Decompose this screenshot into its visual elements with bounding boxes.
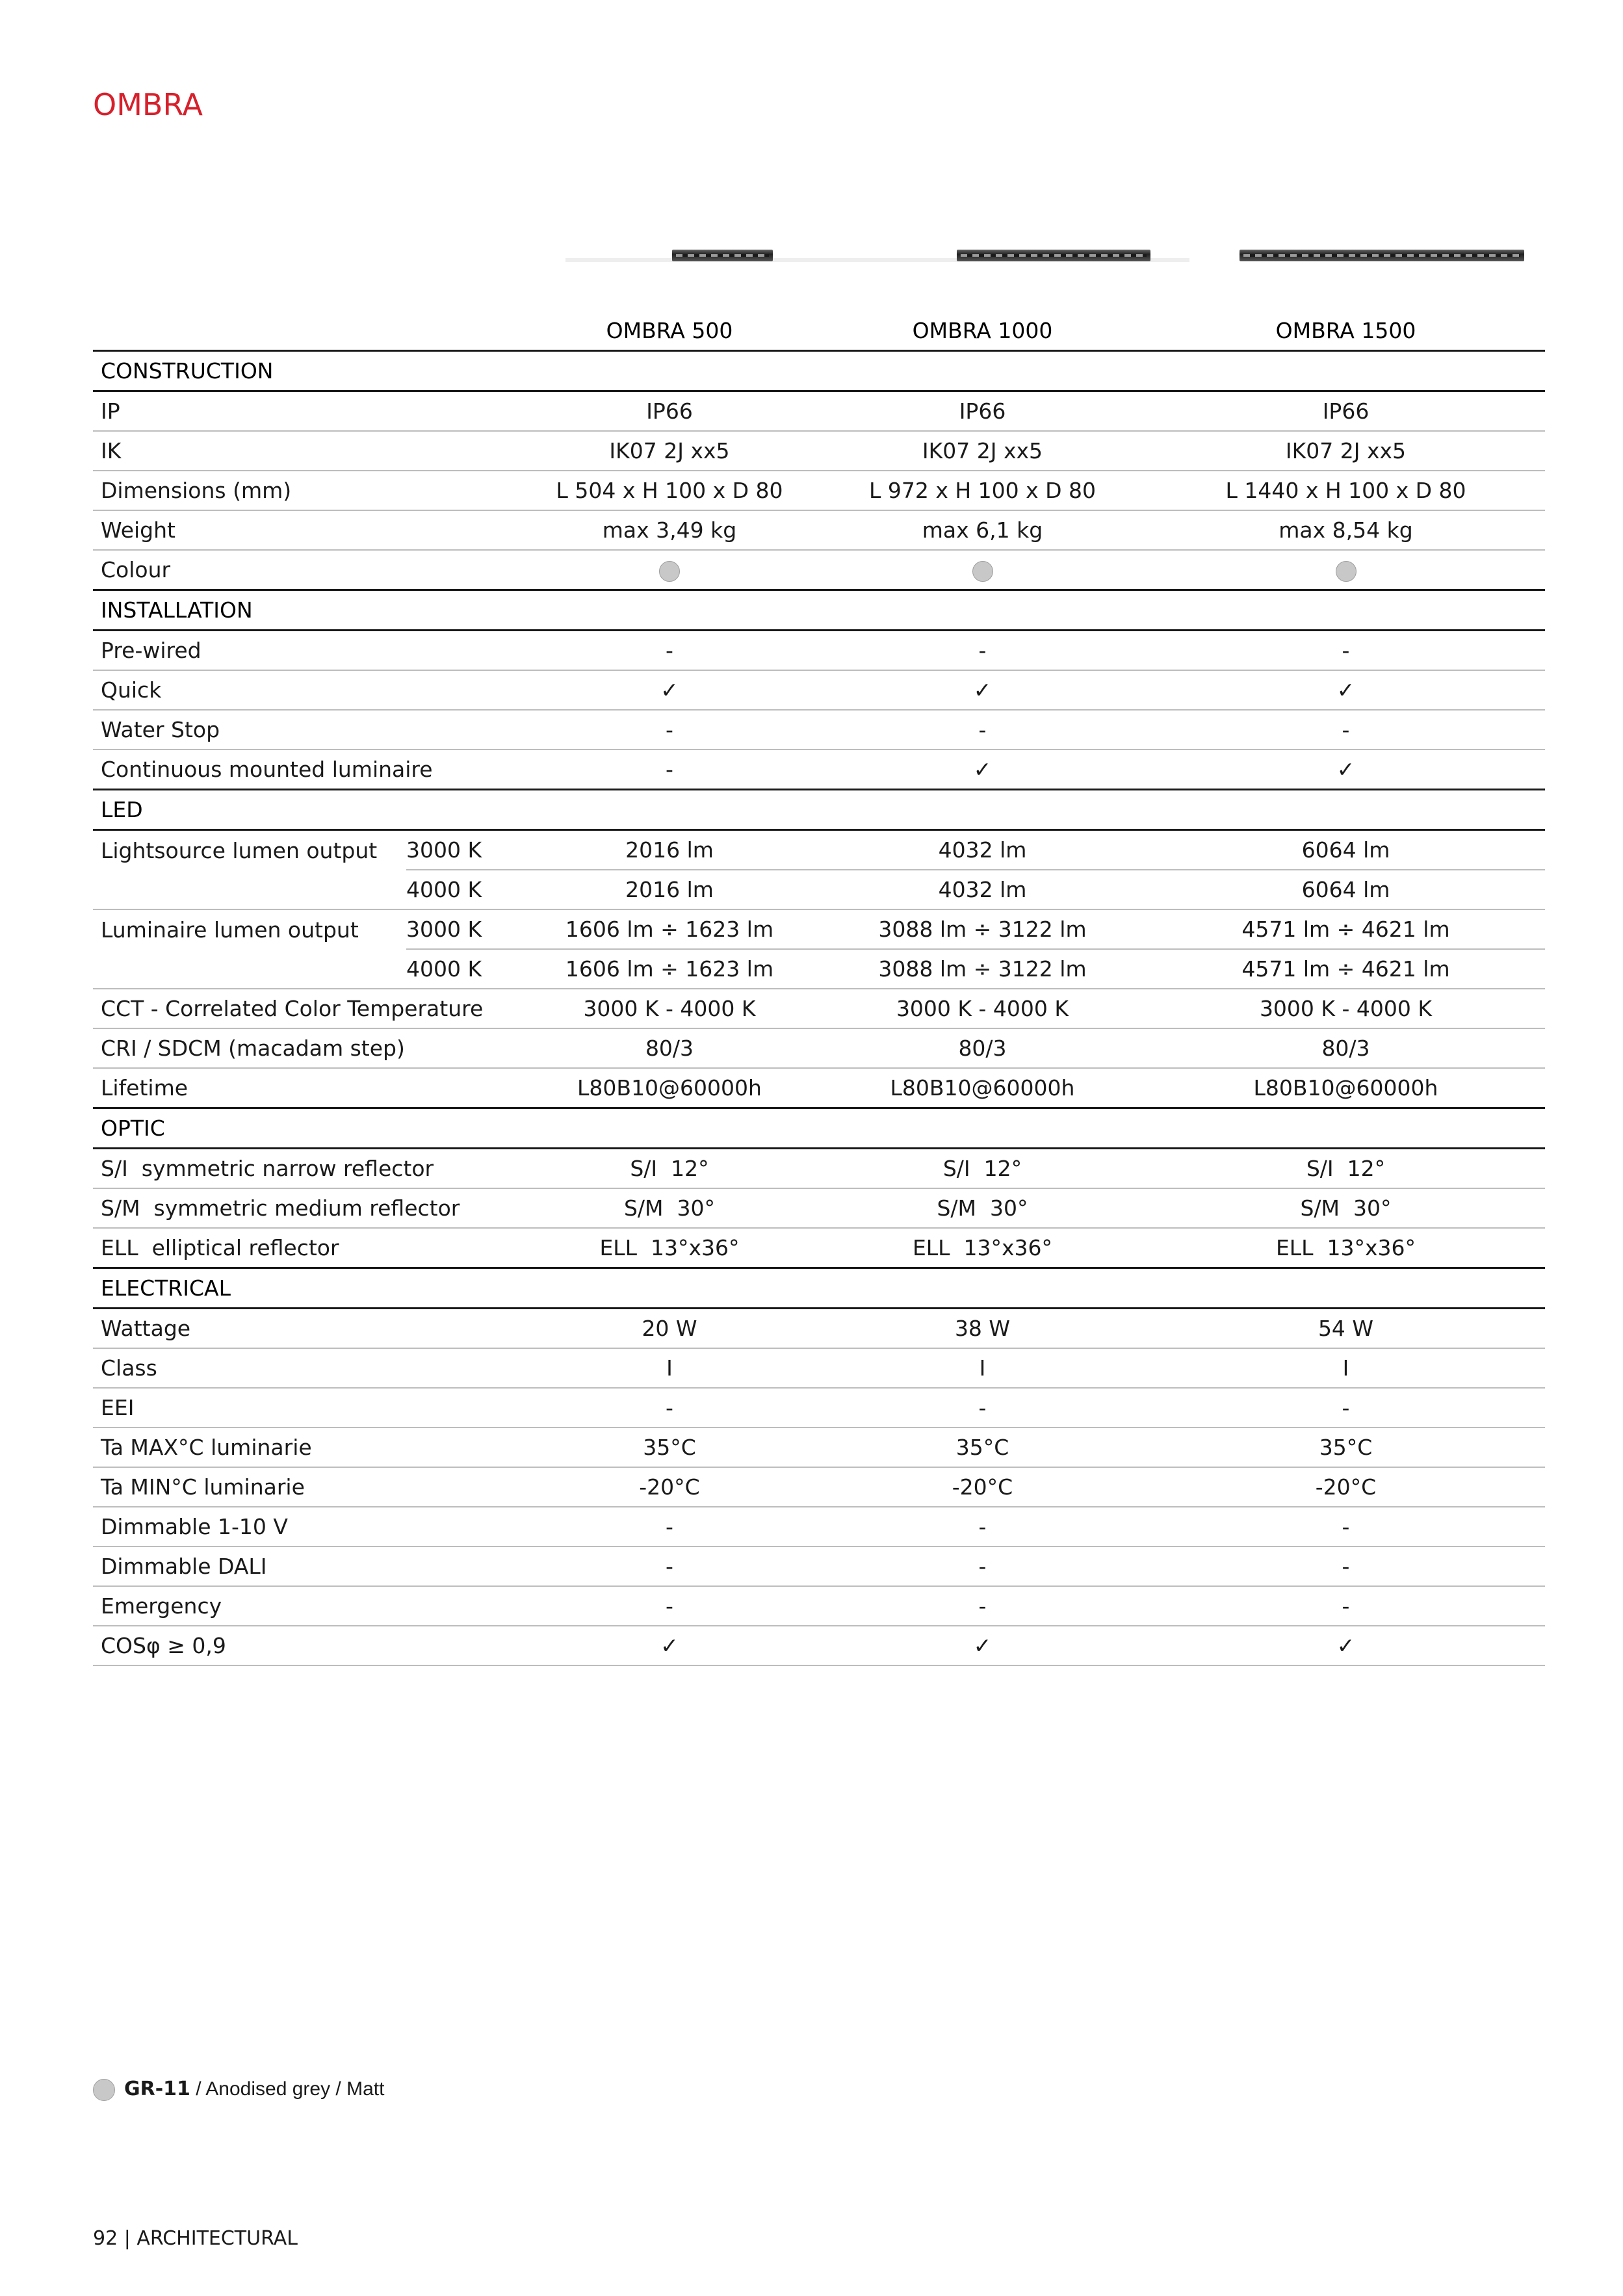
cell-value: 80/3	[818, 1028, 1147, 1068]
table-row	[93, 550, 1545, 590]
table-row	[93, 909, 1545, 949]
grey-circle-icon	[93, 2079, 115, 2101]
section-optic	[93, 1108, 1545, 1149]
cell-value: ELL 13°x36°	[521, 1228, 818, 1268]
row-label: Class	[93, 1348, 521, 1388]
check-icon: ✓	[1147, 750, 1545, 790]
cell-value: L80B10@60000h	[1147, 1068, 1545, 1108]
section-led	[93, 790, 1545, 830]
cell-value: -	[1147, 1546, 1545, 1586]
row-label: Ta MAX°C luminarie	[93, 1428, 521, 1467]
cell-value: -	[521, 1546, 818, 1586]
cell-value: S/I 12°	[521, 1149, 818, 1189]
row-label: Quick	[93, 670, 521, 710]
cell-value: IK07 2J xx5	[1147, 431, 1545, 471]
cell-value: 38 W	[818, 1309, 1147, 1349]
check-icon: ✓	[818, 1626, 1147, 1665]
section-installation	[93, 590, 1545, 631]
cell-value: 35°C	[521, 1428, 818, 1467]
column-header: OMBRA 1000	[818, 311, 1147, 351]
cct-label: 4000 K	[406, 870, 521, 909]
cell-value: 35°C	[818, 1428, 1147, 1467]
grey-circle-icon	[1336, 561, 1357, 582]
cell-value: 80/3	[1147, 1028, 1545, 1068]
row-label: Pre-wired	[93, 631, 521, 671]
cell-value: -	[1147, 1507, 1545, 1546]
colour-legend	[93, 2078, 384, 2101]
table-row	[93, 1228, 1545, 1268]
cell-value: max 8,54 kg	[1147, 510, 1545, 550]
cell-value: 6064 lm	[1147, 830, 1545, 870]
cell-value: -	[818, 631, 1147, 671]
cell-value: -	[1147, 631, 1545, 671]
cell-value: 1606 lm ÷ 1623 lm	[521, 949, 818, 989]
row-label: EEI	[93, 1388, 521, 1428]
cell-value: 3000 K - 4000 K	[521, 989, 818, 1028]
cell-value: L80B10@60000h	[818, 1068, 1147, 1108]
row-label: CCT - Correlated Color Temperature	[93, 989, 521, 1028]
row-label: Wattage	[93, 1309, 521, 1349]
page-footer: 92 | ARCHITECTURAL	[93, 2227, 298, 2250]
table-row	[93, 631, 1545, 671]
table-row	[93, 1348, 1545, 1388]
row-label: Water Stop	[93, 710, 521, 750]
row-label: Luminaire lumen output	[101, 917, 359, 943]
cell-value: S/I 12°	[1147, 1149, 1545, 1189]
section-heading: LED	[93, 790, 1545, 830]
table-row	[93, 1188, 1545, 1228]
cell-value: 4032 lm	[818, 830, 1147, 870]
cell-value: max 6,1 kg	[818, 510, 1147, 550]
cell-value: ELL 13°x36°	[818, 1228, 1147, 1268]
table-row	[93, 989, 1545, 1028]
grey-circle-icon	[659, 561, 680, 582]
colour-code: GR-11	[124, 2078, 190, 2100]
cell-value: 2016 lm	[521, 870, 818, 909]
section-heading: INSTALLATION	[93, 590, 1545, 631]
table-row	[93, 949, 1545, 989]
column-header: OMBRA 500	[521, 311, 818, 351]
table-row	[93, 750, 1545, 790]
column-header-row	[93, 311, 1545, 351]
cell-value: -	[521, 631, 818, 671]
table-row	[93, 391, 1545, 432]
cell-value: 80/3	[521, 1028, 818, 1068]
check-icon: ✓	[818, 750, 1147, 790]
table-row	[93, 830, 1545, 870]
cell-value: I	[818, 1348, 1147, 1388]
cell-value: IK07 2J xx5	[521, 431, 818, 471]
cell-value: -	[521, 1586, 818, 1626]
cell-value: -	[521, 1507, 818, 1546]
cell-value: 3000 K - 4000 K	[1147, 989, 1545, 1028]
check-icon: ✓	[1147, 670, 1545, 710]
row-label: IP	[93, 391, 521, 432]
cell-value: 1606 lm ÷ 1623 lm	[521, 909, 818, 949]
cell-value: 6064 lm	[1147, 870, 1545, 909]
table-row	[93, 1428, 1545, 1467]
cell-value: L 504 x H 100 x D 80	[521, 471, 818, 510]
section-heading: ELECTRICAL	[93, 1268, 1545, 1309]
row-label: Colour	[93, 550, 521, 590]
table-row	[93, 1586, 1545, 1626]
row-label: Continuous mounted luminaire	[93, 750, 521, 790]
cell-value: -	[818, 1546, 1147, 1586]
table-row	[93, 1507, 1545, 1546]
table-row	[93, 431, 1545, 471]
row-label: Weight	[93, 510, 521, 550]
cell-value: -	[818, 1507, 1147, 1546]
table-row	[93, 1626, 1545, 1665]
spec-table	[93, 311, 1545, 1666]
table-row	[93, 1149, 1545, 1189]
cct-label: 3000 K	[406, 909, 521, 949]
cell-value: -	[521, 750, 818, 790]
table-row	[93, 670, 1545, 710]
check-icon: ✓	[521, 670, 818, 710]
row-label: Dimensions (mm)	[93, 471, 521, 510]
cell-value: S/M 30°	[818, 1188, 1147, 1228]
row-label: IK	[93, 431, 521, 471]
cell-value: IP66	[521, 391, 818, 432]
row-label: COSφ ≥ 0,9	[93, 1626, 521, 1665]
cell-value: -	[818, 710, 1147, 750]
section-electrical	[93, 1268, 1545, 1309]
colour-description: / Anodised grey / Matt	[190, 2078, 385, 2100]
grey-circle-icon	[972, 561, 993, 582]
cell-value: IK07 2J xx5	[818, 431, 1147, 471]
row-label: Dimmable 1-10 V	[93, 1507, 521, 1546]
cell-value: L 972 x H 100 x D 80	[818, 471, 1147, 510]
row-label: CRI / SDCM (macadam step)	[93, 1028, 521, 1068]
row-label: ELL elliptical reflector	[93, 1228, 521, 1268]
product-image-ombra-500	[672, 250, 773, 261]
cell-value: 3088 lm ÷ 3122 lm	[818, 949, 1147, 989]
cell-value: 35°C	[1147, 1428, 1545, 1467]
check-icon: ✓	[818, 670, 1147, 710]
table-row	[93, 710, 1545, 750]
cell-value: 4032 lm	[818, 870, 1147, 909]
page-title: OMBRA	[93, 87, 203, 122]
cell-value: S/M 30°	[521, 1188, 818, 1228]
section-construction	[93, 351, 1545, 391]
table-row	[93, 471, 1545, 510]
cell-value: 20 W	[521, 1309, 818, 1349]
cell-value: S/M 30°	[1147, 1188, 1545, 1228]
cell-value: -	[521, 1388, 818, 1428]
cell-value: -	[818, 1586, 1147, 1626]
row-label: Ta MIN°C luminarie	[93, 1467, 521, 1507]
row-label: S/M symmetric medium reflector	[93, 1188, 521, 1228]
cct-label: 3000 K	[406, 830, 521, 870]
section-heading: OPTIC	[93, 1108, 1545, 1149]
cell-value: -	[521, 710, 818, 750]
cell-value: max 3,49 kg	[521, 510, 818, 550]
table-row	[93, 1028, 1545, 1068]
cell-value: ELL 13°x36°	[1147, 1228, 1545, 1268]
check-icon: ✓	[521, 1626, 818, 1665]
table-row	[93, 1467, 1545, 1507]
product-image-ombra-1500	[1240, 250, 1524, 261]
cell-value: -20°C	[818, 1467, 1147, 1507]
cell-value: 2016 lm	[521, 830, 818, 870]
check-icon: ✓	[1147, 1626, 1545, 1665]
row-label: S/I symmetric narrow reflector	[93, 1149, 521, 1189]
cell-value: I	[1147, 1348, 1545, 1388]
cell-value: -	[1147, 1586, 1545, 1626]
section-heading: CONSTRUCTION	[93, 351, 1545, 391]
table-row	[93, 510, 1545, 550]
table-row	[93, 1068, 1545, 1108]
cell-value: 4571 lm ÷ 4621 lm	[1147, 949, 1545, 989]
cell-value: L80B10@60000h	[521, 1068, 818, 1108]
cell-value: 3088 lm ÷ 3122 lm	[818, 909, 1147, 949]
cell-value: -	[1147, 710, 1545, 750]
cell-value: 4571 lm ÷ 4621 lm	[1147, 909, 1545, 949]
cct-label: 4000 K	[406, 949, 521, 989]
cell-value: L 1440 x H 100 x D 80	[1147, 471, 1545, 510]
product-image-ombra-1000	[957, 250, 1150, 261]
table-row	[93, 1309, 1545, 1349]
table-row	[93, 1388, 1545, 1428]
cell-value: -	[818, 1388, 1147, 1428]
row-label: Dimmable DALI	[93, 1546, 521, 1586]
cell-value: IP66	[818, 391, 1147, 432]
cell-value: -	[1147, 1388, 1545, 1428]
table-row	[93, 1546, 1545, 1586]
row-label: Emergency	[93, 1586, 521, 1626]
table-row	[93, 870, 1545, 909]
cell-value: S/I 12°	[818, 1149, 1147, 1189]
cell-value: 54 W	[1147, 1309, 1545, 1349]
cell-value: I	[521, 1348, 818, 1388]
column-header: OMBRA 1500	[1147, 311, 1545, 351]
cell-value: IP66	[1147, 391, 1545, 432]
cell-value: -20°C	[521, 1467, 818, 1507]
cell-value: 3000 K - 4000 K	[818, 989, 1147, 1028]
row-label: Lifetime	[93, 1068, 521, 1108]
cell-value: -20°C	[1147, 1467, 1545, 1507]
row-label: Lightsource lumen output	[101, 837, 378, 863]
